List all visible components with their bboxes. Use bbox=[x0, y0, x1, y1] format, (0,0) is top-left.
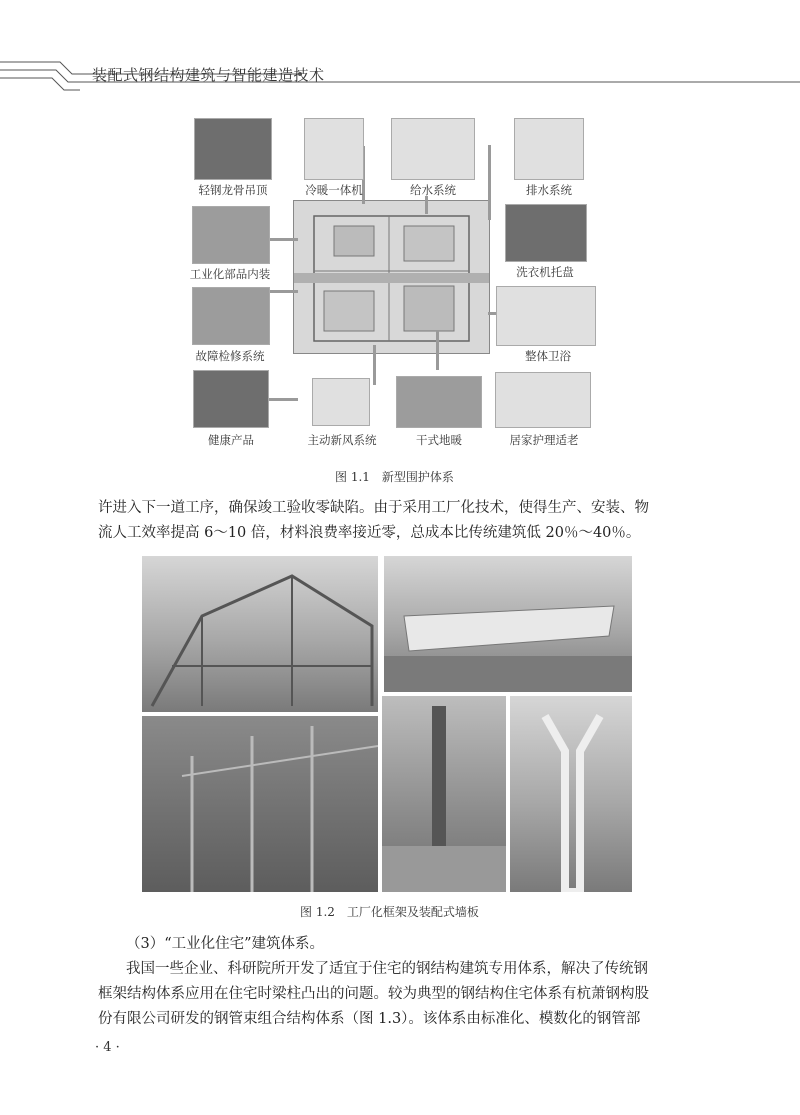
label-washer-tray: 洗衣机托盘 bbox=[516, 265, 574, 279]
interior-image bbox=[192, 206, 270, 264]
floor-plan-image bbox=[293, 200, 490, 354]
label-water-supply: 给水系统 bbox=[410, 183, 456, 197]
floor-heating-image bbox=[396, 376, 482, 428]
figure-1-1-caption: 图 1.1 新型围护体系 bbox=[335, 470, 454, 484]
running-header: 装配式钢结构建筑与智能建造技术 bbox=[92, 66, 325, 84]
page-number: · 4 · bbox=[95, 1040, 120, 1055]
body-line-5: 份有限公司研发的钢管束组合结构体系（图 1.3）。该体系由标准化、模数化的钢管部 bbox=[98, 1011, 641, 1027]
label-fresh-air: 主动新风系统 bbox=[307, 433, 377, 447]
arrow-drain bbox=[488, 145, 491, 220]
steel-column-worker-photo bbox=[382, 696, 506, 892]
ceiling-image bbox=[194, 118, 272, 180]
label-bathroom: 整体卫浴 bbox=[525, 349, 571, 363]
figure-1-2-caption: 图 1.2 工厂化框架及装配式墙板 bbox=[300, 905, 479, 919]
label-ceiling: 轻钢龙骨吊顶 bbox=[198, 183, 268, 197]
fresh-air-image bbox=[312, 378, 370, 426]
arrow-fresh-air bbox=[373, 345, 376, 385]
maintenance-image bbox=[192, 287, 270, 345]
health-image bbox=[193, 370, 269, 428]
section-heading: （3）“工业化住宅”建筑体系。 bbox=[126, 936, 325, 952]
arrow-interior bbox=[270, 238, 298, 241]
washer-tray-image bbox=[505, 204, 587, 262]
arrow-water bbox=[425, 196, 428, 214]
steel-column-node-photo bbox=[510, 696, 632, 892]
body-line-4: 框架结构体系应用在住宅时梁柱凸出的问题。较为典型的钢结构住宅体系有杭萧钢构股 bbox=[98, 986, 649, 1002]
label-hvac: 冷暖一体机 bbox=[305, 183, 363, 197]
arrow-health bbox=[268, 398, 298, 401]
body-line-3: 我国一些企业、科研院所开发了适宜于住宅的钢结构建筑专用体系，解决了传统钢 bbox=[126, 961, 648, 977]
label-maintenance: 故障检修系统 bbox=[195, 349, 265, 363]
drainage-image bbox=[514, 118, 584, 180]
label-interior: 工业化部品内装 bbox=[189, 267, 271, 281]
hvac-image bbox=[304, 118, 364, 180]
steel-frame-photo-1 bbox=[142, 556, 378, 712]
body-line-1: 许进入下一道工序，确保竣工验收零缺陷。由于采用工厂化技术，使得生产、安装、物 bbox=[98, 500, 649, 516]
wall-panel-lifting-photo bbox=[384, 556, 632, 692]
elderly-care-image bbox=[495, 372, 591, 428]
label-drainage: 排水系统 bbox=[526, 183, 572, 197]
steel-frame-photo-2 bbox=[142, 716, 378, 892]
arrow-maintenance bbox=[270, 290, 298, 293]
bathroom-image bbox=[496, 286, 596, 346]
label-elderly-care: 居家护理适老 bbox=[509, 433, 579, 447]
arrow-floor-heating bbox=[436, 330, 439, 370]
label-floor-heating: 干式地暖 bbox=[416, 433, 462, 447]
body-line-2: 流人工效率提高 6～10 倍，材料浪费率接近零，总成本比传统建筑低 20％～40％。 bbox=[98, 525, 641, 541]
label-health: 健康产品 bbox=[208, 433, 254, 447]
water-supply-image bbox=[391, 118, 475, 180]
